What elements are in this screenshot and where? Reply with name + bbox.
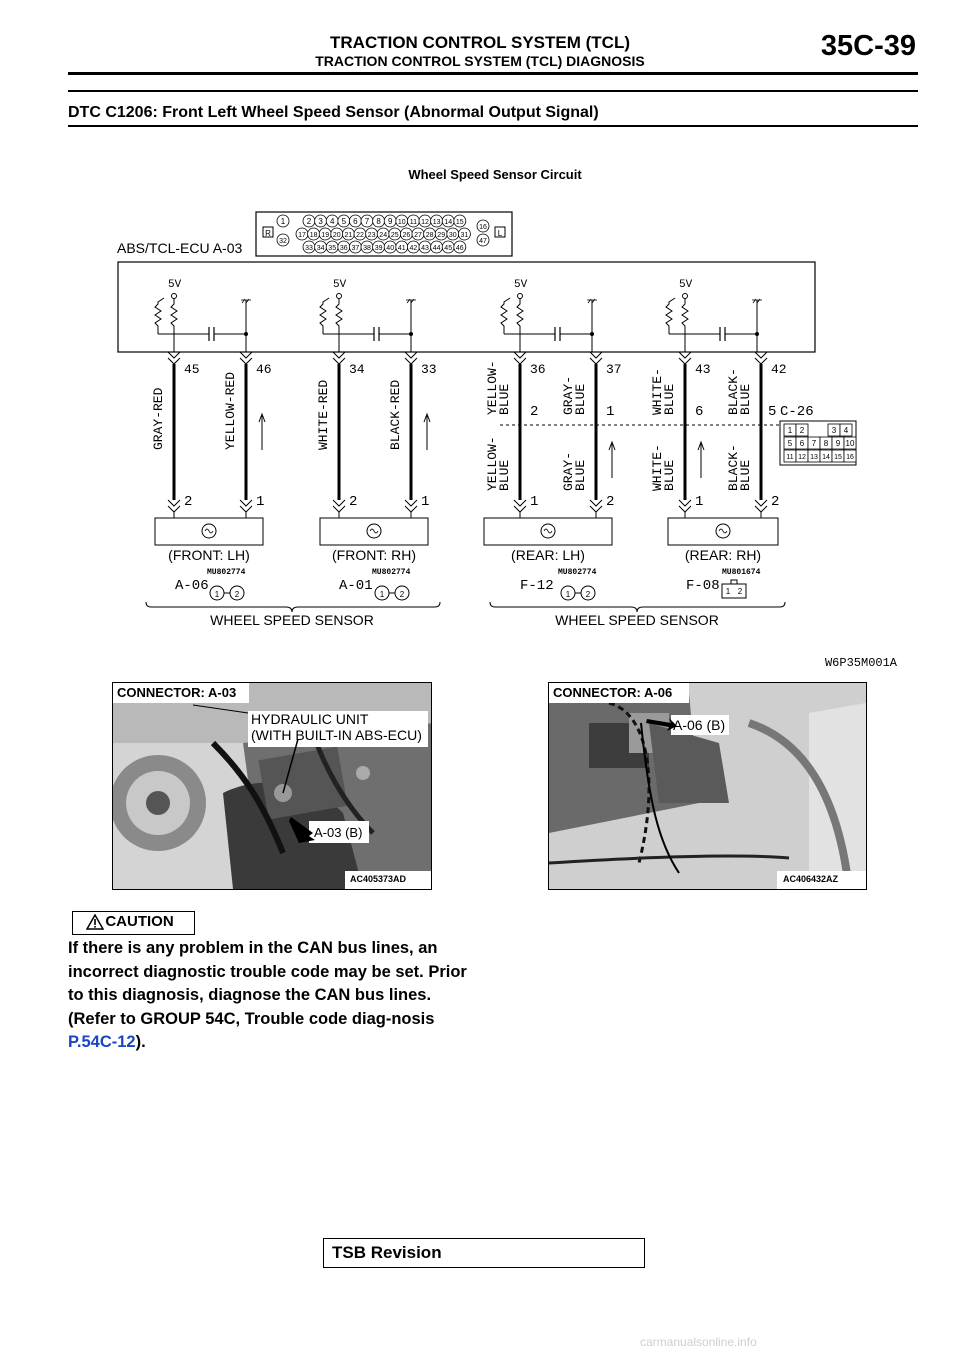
ecu-pin-label-30: 30	[448, 232, 457, 239]
ecu-pin-label-41: 41	[397, 245, 406, 252]
wire-8	[726, 352, 787, 518]
ecu-pin-label-40: 40	[386, 245, 395, 252]
wire-color-label: YELLOW-RED	[223, 371, 238, 450]
ecu-pin-label-27: 27	[414, 232, 422, 239]
sensor-terminal-arrow	[405, 500, 417, 512]
ecu-pin-label-15: 15	[455, 219, 464, 226]
ecu-pin-label-28: 28	[425, 232, 434, 239]
ecu-connector-mark-r: R	[265, 229, 271, 238]
photo-connector-a06	[548, 682, 867, 890]
engine-bay-photo-a06	[549, 683, 866, 889]
c26-cell-label: 13	[810, 454, 818, 461]
sensor-terminal-arrow	[168, 500, 180, 512]
ecu-channel-4	[666, 279, 762, 352]
bias-resistor	[501, 298, 510, 334]
sensor-part-number: MU801674	[722, 568, 761, 577]
supply-node	[518, 294, 523, 299]
harness-wiring	[151, 352, 814, 518]
wire-color-label: YELLOW-	[485, 436, 500, 491]
c26-pin-number: 5	[768, 404, 777, 420]
ecu-pin-label-18: 18	[309, 232, 318, 239]
ecu-pin-label-43: 43	[421, 245, 429, 252]
section-title: TRACTION CONTROL SYSTEM (TCL)	[330, 33, 630, 52]
sensor-terminal-arrow	[240, 500, 252, 512]
sensor-part-number: MU802774	[558, 568, 597, 577]
ecu-terminal-arrow-2	[514, 358, 526, 364]
ecu-pin-label-32: 32	[279, 238, 287, 245]
photo-a06-pointer: A-06 (B)	[673, 717, 726, 733]
ecu-channel-2	[320, 279, 416, 352]
sensor-position: (FRONT: LH)	[168, 547, 250, 563]
sensor-terminal-arrow	[679, 500, 691, 512]
c26-connector	[780, 421, 856, 465]
ecu-terminal-arrow	[679, 352, 691, 358]
sensor-connector-pin: 2	[399, 590, 405, 599]
photo-a03-pointer: A-03 (B)	[314, 825, 363, 840]
sensor-terminal-arrow	[333, 500, 345, 512]
sensor-pin-number: 2	[184, 494, 193, 510]
photo-a06-connector-label: CONNECTOR: A-06	[553, 685, 673, 700]
ecu-terminal-arrow-2	[405, 358, 417, 364]
wire-color-label: GRAY-RED	[151, 387, 166, 450]
sensor-position: (REAR: RH)	[684, 547, 762, 563]
wire-color-label: BLUE	[497, 383, 512, 415]
c26-cell-label: 2	[799, 426, 805, 435]
wire-color-label: BLACK-RED	[388, 379, 403, 450]
c26-cell-label: 9	[835, 439, 841, 448]
c26-label: C-26	[780, 404, 814, 420]
figure-code: W6P35M001A	[824, 656, 897, 670]
sensor-pin-number: 2	[349, 494, 358, 510]
section-subtitle: TRACTION CONTROL SYSTEM (TCL) DIAGNOSIS	[315, 53, 645, 69]
c26-cell-label: 11	[786, 454, 794, 461]
wire-color-label: BLUE	[662, 459, 677, 491]
pullup-resistor	[517, 298, 523, 334]
ecu-pin-number: 37	[606, 362, 622, 377]
sensor-4	[668, 518, 778, 598]
ecu-pin-label-14: 14	[444, 219, 453, 226]
pullup-resistor	[171, 298, 177, 334]
ecu-terminal-arrow	[590, 352, 602, 358]
sensor-group-brace	[490, 602, 785, 612]
wire-color-label: GRAY-	[561, 375, 576, 415]
wire-color-label: BLUE	[662, 383, 677, 415]
ecu-pin-label-5: 5	[341, 217, 347, 226]
ecu-pin-label-20: 20	[332, 232, 341, 239]
wire-color-label: BLUE	[573, 459, 588, 491]
c26-cell-label: 15	[834, 454, 842, 461]
sensor-group-label: WHEEL SPEED SENSOR	[555, 612, 719, 628]
wire-color-label: BLUE	[497, 459, 512, 491]
wire-color-label: BLACK-	[726, 444, 741, 491]
ecu-pin-label-33: 33	[305, 245, 313, 252]
ecu-pin-label-24: 24	[379, 232, 388, 239]
ecu-pin-label-2: 2	[306, 217, 312, 226]
sensor-terminal-arrow	[590, 500, 602, 512]
ecu-label: ABS/TCL-ECU A-03	[117, 240, 243, 256]
c26-cell-label: 16	[846, 454, 854, 461]
sensor-terminal-arrow	[514, 500, 526, 512]
ecu-pin-label-1: 1	[280, 217, 286, 226]
supply-node	[172, 294, 177, 299]
ecu-pin-label-35: 35	[328, 245, 337, 252]
bias-resistor	[666, 298, 675, 334]
wire-2	[223, 352, 272, 518]
ecu-pin-label-12: 12	[421, 219, 429, 226]
wire-5	[485, 352, 546, 518]
ecu-pin-label-39: 39	[374, 245, 383, 252]
ecu-connector-face	[256, 212, 512, 256]
c26-cell-label: 14	[822, 454, 830, 461]
ecu-pin-label-11: 11	[409, 219, 418, 226]
ecu-terminal-arrow-2	[755, 358, 767, 364]
ecu-pin-label-42: 42	[409, 245, 418, 252]
ecu-pin-label-37: 37	[351, 245, 360, 252]
ecu-pin-label-10: 10	[397, 219, 406, 226]
c26-cell-label: 7	[811, 439, 817, 448]
ecu-pin-number: 33	[421, 362, 437, 377]
ecu-terminal-arrow	[755, 352, 767, 358]
wire-1	[151, 352, 200, 518]
ecu-pin-number: 45	[184, 362, 200, 377]
ecu-pin-label-23: 23	[367, 232, 376, 239]
caution-label: CAUTION	[105, 913, 174, 930]
ecu-pin-label-38: 38	[363, 245, 371, 252]
sensor-connector-pin: 1	[725, 587, 731, 596]
tsb-revision-label: TSB Revision	[332, 1243, 442, 1262]
sensor-position: (REAR: LH)	[511, 547, 585, 563]
caution-text-end: ).	[135, 1033, 146, 1051]
wire-color-label: WHITE-	[650, 444, 665, 491]
sensor-connector-id: F-12	[520, 578, 554, 594]
sensor-connector-id: A-06	[175, 578, 209, 594]
photo-a03-connector-label: CONNECTOR: A-03	[117, 685, 237, 700]
ecu-pin-label-44: 44	[432, 245, 441, 252]
ecu-box	[118, 262, 815, 352]
ecu-terminal-arrow	[333, 352, 345, 358]
sensor-part-number: MU802774	[207, 568, 246, 577]
caution-reference-link[interactable]: P.54C-12	[68, 1033, 136, 1051]
wire-color-label: BLUE	[738, 459, 753, 491]
ecu-outline	[118, 262, 815, 352]
ecu-pin-label-3: 3	[318, 217, 323, 226]
wire-6	[561, 352, 622, 518]
supply-label: 5V	[333, 279, 347, 291]
c26-cell-label: 3	[831, 426, 837, 435]
c26-cell-label: 1	[787, 426, 793, 435]
ecu-pin-label-9: 9	[387, 217, 393, 226]
ecu-pin-label-26: 26	[402, 232, 411, 239]
c26-cell-label: 6	[799, 439, 805, 448]
ecu-pin-label-21: 21	[344, 232, 353, 239]
ecu-pin-number: 36	[530, 362, 546, 377]
supply-label: 5V	[168, 279, 182, 291]
diagram-title: Wheel Speed Sensor Circuit	[408, 167, 582, 182]
ecu-pin-number: 34	[349, 362, 365, 377]
bias-resistor	[320, 298, 329, 334]
ecu-terminal-arrow-2	[590, 358, 602, 364]
sensor-connector-pin: 1	[214, 590, 220, 599]
ecu-pin-number: 46	[256, 362, 272, 377]
wire-color-label: WHITE-RED	[316, 379, 331, 450]
ecu-pin-label-34: 34	[316, 245, 325, 252]
supply-label: 5V	[679, 279, 693, 291]
photo-a03-code: AC405373AD	[350, 874, 407, 884]
photo-a06-code: AC406432AZ	[783, 874, 839, 884]
ecu-connector-mark-l: L	[497, 229, 503, 238]
sensor-connector-pin: 2	[234, 590, 240, 599]
sensor-pin-number: 1	[421, 494, 430, 510]
ecu-pin-number: 43	[695, 362, 711, 377]
ecu-pin-label-36: 36	[339, 245, 348, 252]
wire-3	[316, 352, 365, 518]
ecu-terminal-arrow-2	[168, 358, 180, 364]
sensor-pin-number: 1	[695, 494, 704, 510]
sensor-3	[484, 518, 612, 600]
ecu-pin-label-31: 31	[460, 232, 469, 239]
wire-7	[650, 352, 711, 518]
photo-a03-callout-2: (WITH BUILT-IN ABS-ECU)	[251, 727, 422, 743]
c26-cell-label: 10	[845, 439, 855, 448]
ecu-terminal-arrow	[168, 352, 180, 358]
pullup-resistor	[336, 298, 342, 334]
ecu-terminal-arrow-2	[240, 358, 252, 364]
c26-cell-label: 4	[843, 426, 849, 435]
caution-text-body: If there is any problem in the CAN bus lines, an incorrect diagnostic trouble code may be set. Prior to this diagnosis, diagnose the CAN bus lines. (Refer to GROUP 54C, Trouble code diag-nosis	[68, 939, 467, 1028]
ecu-pin-label-8: 8	[376, 217, 381, 226]
sensor-connector-pin: 2	[737, 587, 743, 596]
sensor-connector-key	[731, 580, 737, 584]
sensor-connector-id: A-01	[339, 578, 373, 594]
wire-color-label: BLUE	[573, 383, 588, 415]
sensor-part-number: MU802774	[372, 568, 411, 577]
page-number: 35C-39	[820, 30, 916, 62]
supply-node	[683, 294, 688, 299]
sensor-connector-pin: 1	[379, 590, 385, 599]
ecu-pin-label-47: 47	[479, 238, 487, 245]
ecu-pin-label-29: 29	[437, 232, 446, 239]
sensor-terminal-arrow	[755, 500, 767, 512]
ecu-pin-number: 42	[771, 362, 787, 377]
wire-4	[388, 352, 437, 518]
wire-color-label: BLUE	[738, 383, 753, 415]
sensor-position: (FRONT: RH)	[332, 547, 416, 563]
wire-color-label: BLACK-	[726, 368, 741, 415]
wire-color-label: YELLOW-	[485, 360, 500, 415]
photo-connector-a03	[112, 682, 432, 890]
dtc-title: DTC C1206: Front Left Wheel Speed Sensor (Abnormal Output Signal)	[68, 104, 599, 121]
wheel-speed-sensors	[146, 518, 785, 628]
c26-cell-label: 12	[798, 454, 806, 461]
c26-cell-label: 5	[787, 439, 793, 448]
c26-pin-number: 6	[695, 404, 704, 420]
supply-label: 5V	[514, 279, 528, 291]
sensor-pin-number: 1	[530, 494, 539, 510]
ecu-pin-label-25: 25	[390, 232, 399, 239]
ecu-channel-3	[501, 279, 597, 352]
caution-text	[68, 937, 478, 1055]
ecu-pin-label-22: 22	[356, 232, 364, 239]
ecu-pin-label-46: 46	[455, 245, 464, 252]
ecu-pin-label-45: 45	[444, 245, 453, 252]
c26-pin-number: 2	[530, 404, 539, 420]
sensor-pin-number: 1	[256, 494, 265, 510]
wire-color-label: WHITE-	[650, 368, 665, 415]
ecu-terminal-arrow	[514, 352, 526, 358]
ecu-channel-1	[155, 279, 251, 352]
ecu-internal-channels	[155, 279, 762, 352]
sensor-1	[155, 518, 263, 600]
ecu-pin-label-19: 19	[321, 232, 330, 239]
sensor-group-brace	[146, 602, 440, 612]
wire-color-label: GRAY-	[561, 451, 576, 491]
pullup-resistor	[682, 298, 688, 334]
ecu-terminal-arrow	[405, 352, 417, 358]
sensor-pin-number: 2	[771, 494, 780, 510]
c26-pin-number: 1	[606, 404, 615, 420]
ecu-pin-label-6: 6	[353, 217, 358, 226]
ecu-pin-label-17: 17	[298, 232, 306, 239]
sensor-group-label: WHEEL SPEED SENSOR	[210, 612, 374, 628]
site-watermark: carmanualsonline.info	[640, 1335, 757, 1349]
ecu-terminal-arrow	[240, 352, 252, 358]
sensor-connector-pin: 1	[565, 590, 571, 599]
photo-a03-callout-1: HYDRAULIC UNIT	[251, 711, 369, 727]
ecu-terminal-arrow-2	[333, 358, 345, 364]
sensor-connector-id: F-08	[686, 578, 720, 594]
sensor-connector-pin: 2	[585, 590, 591, 599]
ecu-pin-label-7: 7	[364, 217, 370, 226]
ecu-terminal-arrow-2	[679, 358, 691, 364]
sensor-2	[320, 518, 428, 600]
ecu-pin-label-4: 4	[329, 217, 335, 226]
bias-resistor	[155, 298, 164, 334]
c26-cell-label: 8	[823, 439, 829, 448]
ecu-pin-label-13: 13	[432, 219, 441, 226]
sensor-pin-number: 2	[606, 494, 615, 510]
ecu-pin-label-16: 16	[479, 224, 487, 231]
supply-node	[337, 294, 342, 299]
